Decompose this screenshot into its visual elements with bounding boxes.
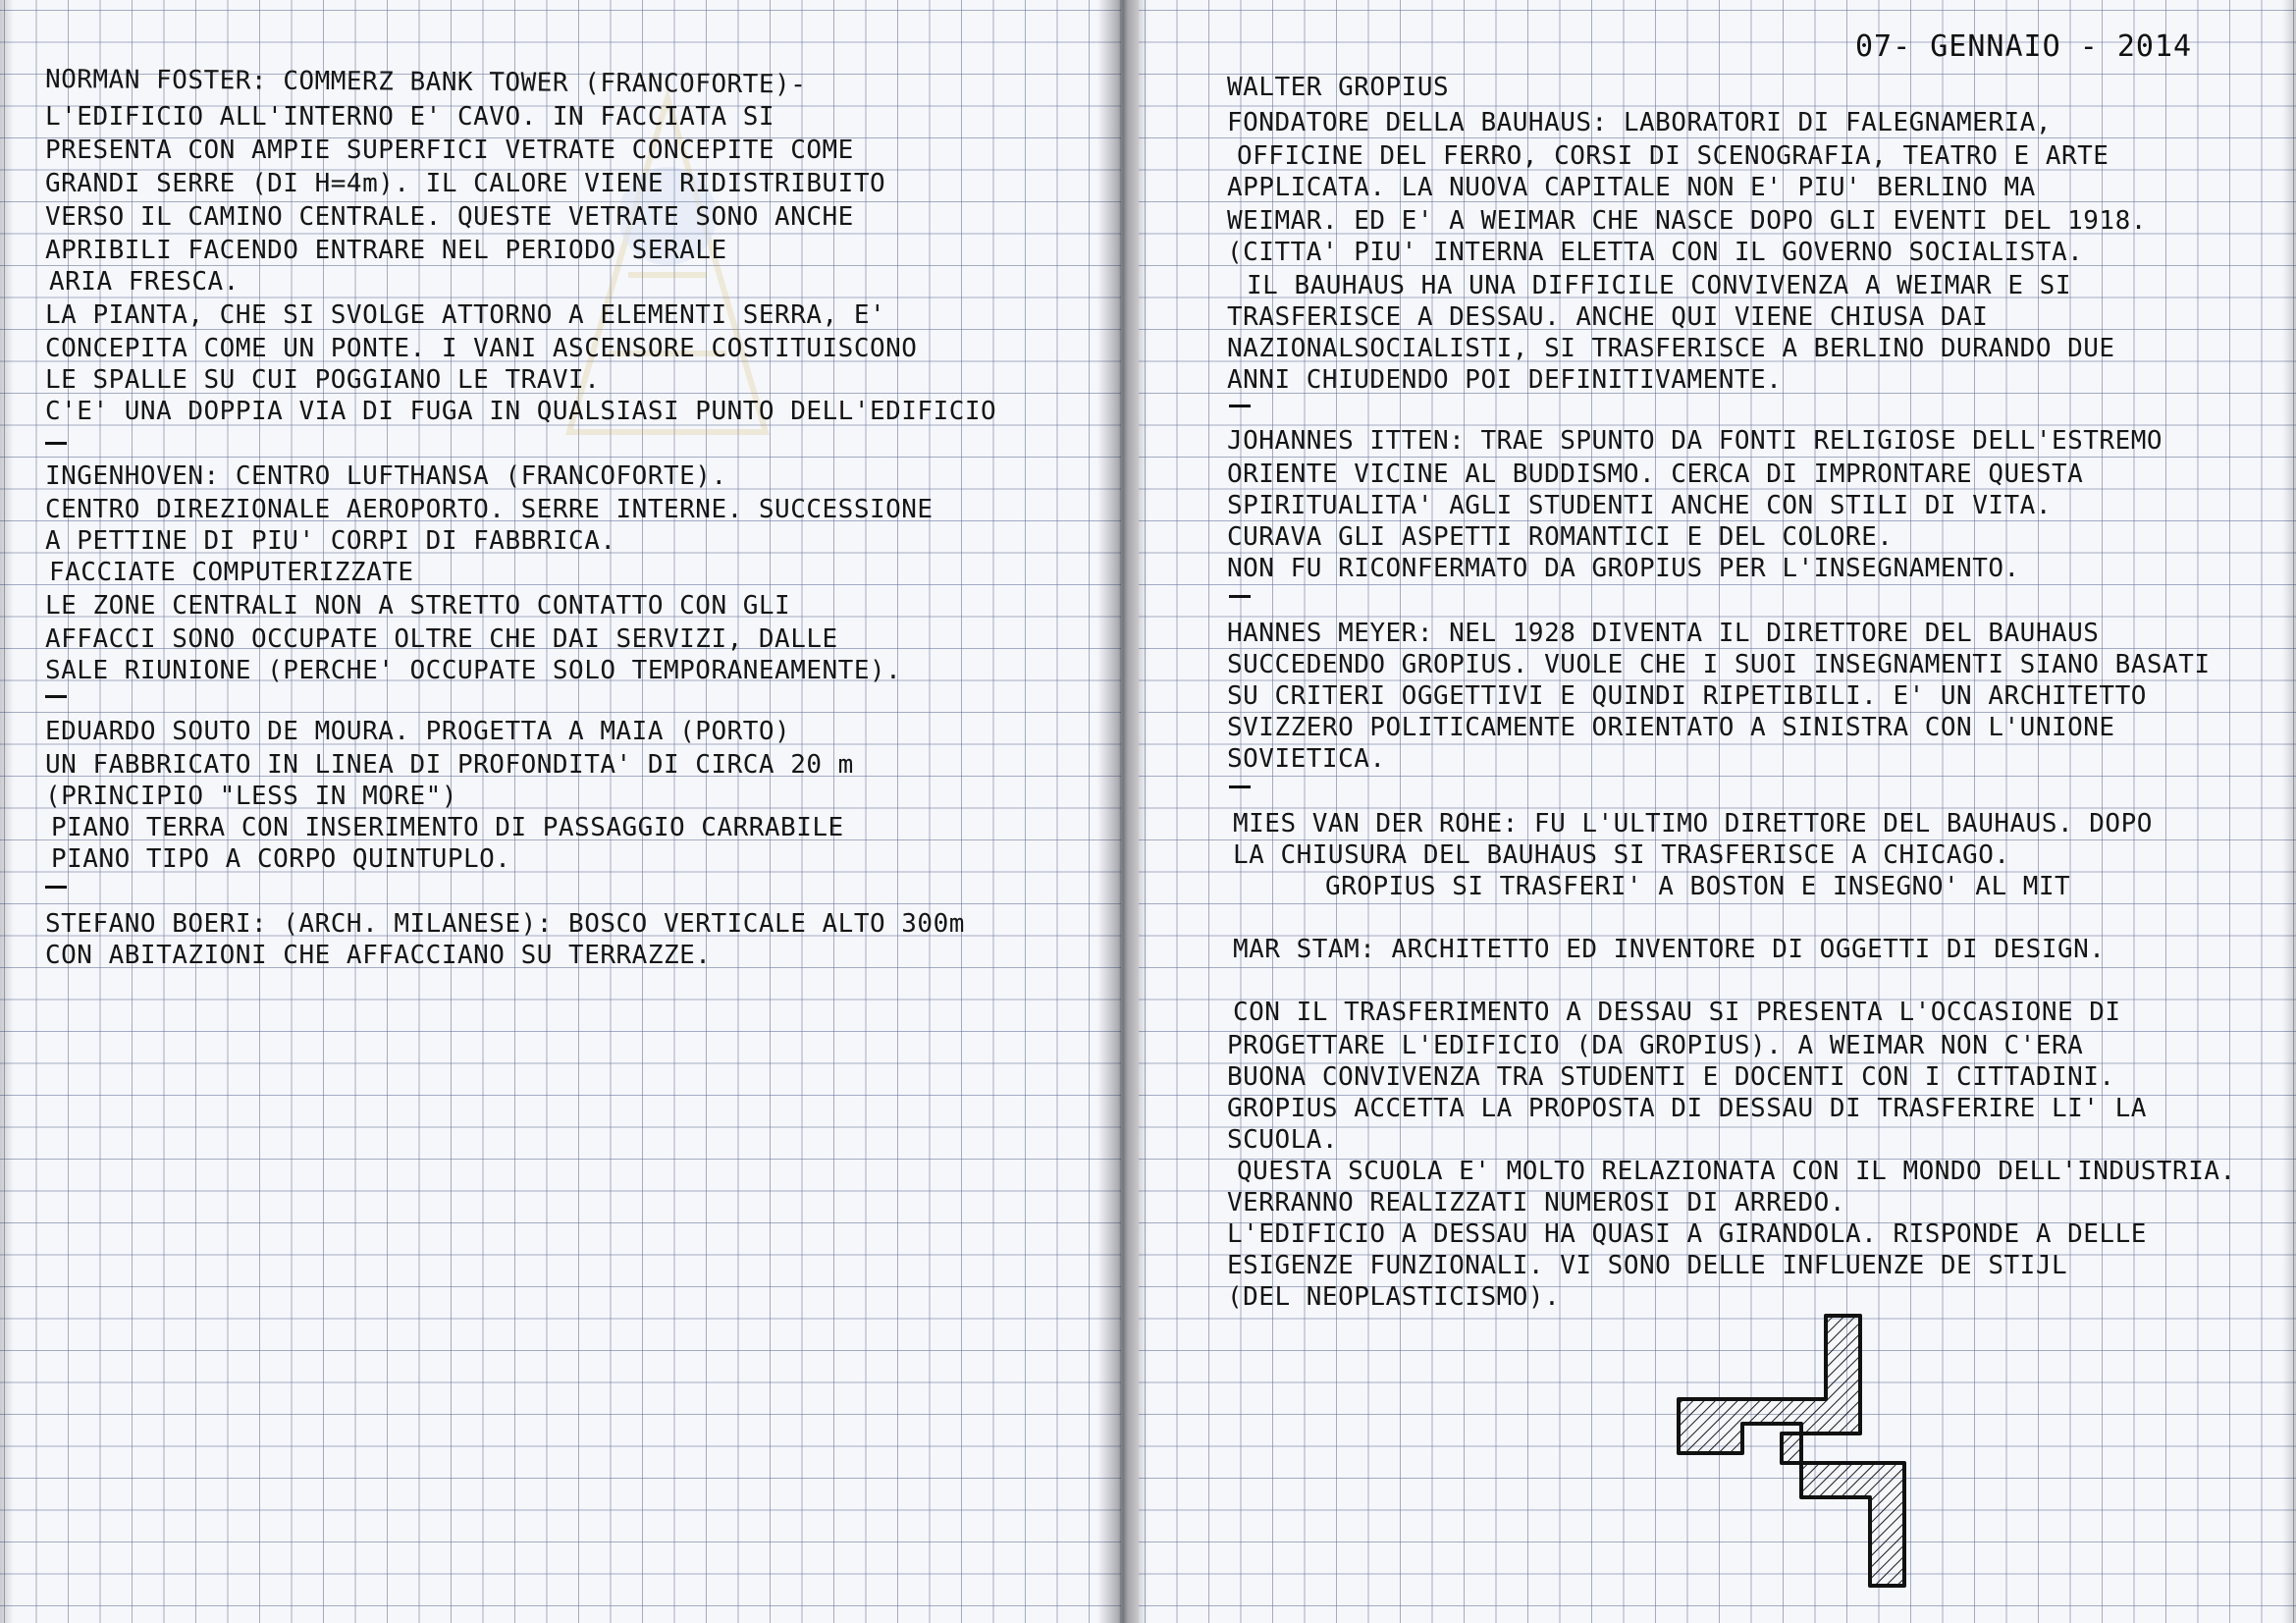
note-line: NAZIONALSOCIALISTI, SI TRASFERISCE A BERLINO DURANDO DUE — [1227, 334, 2115, 363]
note-line: SU CRITERI OGGETTIVI E QUINDI RIPETIBILI. E' UN ARCHITETTO — [1227, 681, 2147, 711]
note-line: MIES VAN DER ROHE: FU L'ULTIMO DIRETTORE DEL BAUHAUS. DOPO — [1233, 809, 2153, 839]
note-line: SOVIETICA. — [1227, 744, 1386, 774]
separator-dash — [1229, 785, 1251, 788]
note-line: INGENHOVEN: CENTRO LUFTHANSA (FRANCOFORTE). — [45, 461, 727, 491]
note-line: SUCCEDENDO GROPIUS. VUOLE CHE I SUOI INSEGNAMENTI SIANO BASATI — [1227, 650, 2211, 679]
note-line: NORMAN FOSTER: COMMERZ BANK TOWER (FRANCOFORTE)- — [44, 65, 807, 100]
note-line: CENTRO DIREZIONALE AEROPORTO. SERRE INTERNE. SUCCESSIONE — [45, 495, 934, 524]
note-line: APPLICATA. LA NUOVA CAPITALE NON E' PIU' BERLINO MA — [1227, 173, 2036, 202]
pinwheel-plan-sketch — [1654, 1306, 1968, 1600]
note-line: LE ZONE CENTRALI NON A STRETTO CONTATTO CON GLI — [45, 591, 791, 621]
note-line: ARIA FRESCA. — [49, 267, 240, 297]
note-line: GROPIUS ACCETTA LA PROPOSTA DI DESSAU DI TRASFERIRE LI' LA — [1227, 1094, 2147, 1123]
separator-dash — [45, 695, 67, 698]
note-line: AFFACCI SONO OCCUPATE OLTRE CHE DAI SERVIZI, DALLE — [45, 624, 838, 654]
note-line: FACCIATE COMPUTERIZZATE — [49, 558, 414, 587]
note-line: MAR STAM: ARCHITETTO ED INVENTORE DI OGGETTI DI DESIGN. — [1233, 935, 2106, 964]
note-line: VERRANNO REALIZZATI NUMEROSI DI ARREDO. — [1227, 1188, 1845, 1217]
note-line: GROPIUS SI TRASFERI' A BOSTON E INSEGNO' AL MIT — [1325, 872, 2071, 901]
separator-dash — [1229, 595, 1251, 598]
note-line: STEFANO BOERI: (ARCH. MILANESE): BOSCO VERTICALE ALTO 300m — [45, 909, 965, 939]
note-line: ANNI CHIUDENDO POI DEFINITIVAMENTE. — [1227, 365, 1783, 395]
note-line: C'E' UNA DOPPIA VIA DI FUGA IN QUALSIASI PUNTO DELL'EDIFICIO — [45, 397, 997, 426]
page-date: 07- GENNAIO - 2014 — [1855, 29, 2193, 64]
note-line: GRANDI SERRE (DI H=4m). IL CALORE VIENE RIDISTRIBUITO — [45, 169, 886, 198]
separator-dash — [1229, 405, 1251, 407]
note-line: BUONA CONVIVENZA TRA STUDENTI E DOCENTI CON I CITTADINI. — [1227, 1062, 2115, 1092]
note-line: ORIENTE VICINE AL BUDDISMO. CERCA DI IMPRONTARE QUESTA — [1227, 460, 2084, 489]
note-line: OFFICINE DEL FERRO, CORSI DI SCENOGRAFIA, TEATRO E ARTE — [1237, 141, 2109, 171]
note-line: (DEL NEOPLASTICISMO). — [1227, 1282, 1561, 1312]
note-line: PRESENTA CON AMPIE SUPERFICI VETRATE CONCEPITE COME — [45, 135, 854, 165]
note-line: PROGETTARE L'EDIFICIO (DA GROPIUS). A WEIMAR NON C'ERA — [1227, 1031, 2084, 1060]
note-line: L'EDIFICIO ALL'INTERNO E' CAVO. IN FACCIATA SI — [45, 102, 775, 132]
note-line: SPIRITUALITA' AGLI STUDENTI ANCHE CON STILI DI VITA. — [1227, 491, 2052, 520]
note-line: APRIBILI FACENDO ENTRARE NEL PERIODO SERALE — [45, 236, 727, 265]
note-line: A PETTINE DI PIU' CORPI DI FABBRICA. — [45, 526, 616, 556]
notebook-gutter — [1097, 0, 1148, 1623]
note-line: (CITTA' PIU' INTERNA ELETTA CON IL GOVERNO SOCIALISTA. — [1227, 238, 2084, 267]
note-line: EDUARDO SOUTO DE MOURA. PROGETTA A MAIA (PORTO) — [45, 717, 791, 746]
note-line: HANNES MEYER: NEL 1928 DIVENTA IL DIRETTORE DEL BAUHAUS — [1227, 619, 2100, 648]
note-line: LA CHIUSURA DEL BAUHAUS SI TRASFERISCE A CHICAGO. — [1233, 840, 2010, 870]
note-line: LA PIANTA, CHE SI SVOLGE ATTORNO A ELEMENTI SERRA, E' — [45, 300, 886, 330]
note-line: FONDATORE DELLA BAUHAUS: LABORATORI DI FALEGNAMERIA, — [1227, 108, 2052, 137]
note-line: LE SPALLE SU CUI POGGIANO LE TRAVI. — [45, 365, 601, 395]
note-line: CON ABITAZIONI CHE AFFACCIANO SU TERRAZZE. — [45, 941, 712, 970]
note-line: IL BAUHAUS HA UNA DIFFICILE CONVIVENZA A WEIMAR E SI — [1247, 271, 2071, 300]
note-line: WALTER GROPIUS — [1227, 73, 1450, 102]
note-line: SVIZZERO POLITICAMENTE ORIENTATO A SINISTRA CON L'UNIONE — [1227, 713, 2115, 742]
note-line: VERSO IL CAMINO CENTRALE. QUESTE VETRATE SONO ANCHE — [45, 202, 854, 232]
note-line: SCUOLA. — [1227, 1125, 1339, 1155]
note-line: PIANO TERRA CON INSERIMENTO DI PASSAGGIO CARRABILE — [51, 813, 844, 842]
note-line: (PRINCIPIO "LESS IN MORE") — [45, 782, 457, 811]
note-line: L'EDIFICIO A DESSAU HA QUASI A GIRANDOLA. RISPONDE A DELLE — [1227, 1219, 2147, 1249]
left-page — [0, 0, 1121, 1623]
separator-dash — [45, 442, 67, 445]
note-line: CONCEPITA COME UN PONTE. I VANI ASCENSORE COSTITUISCONO — [45, 334, 918, 363]
note-line: CURAVA GLI ASPETTI ROMANTICI E DEL COLORE. — [1227, 522, 1894, 552]
note-line: QUESTA SCUOLA E' MOLTO RELAZIONATA CON IL MONDO DELL'INDUSTRIA. — [1237, 1157, 2236, 1186]
note-line: TRASFERISCE A DESSAU. ANCHE QUI VIENE CHIUSA DAI — [1227, 302, 1989, 332]
note-line: WEIMAR. ED E' A WEIMAR CHE NASCE DOPO GLI EVENTI DEL 1918. — [1227, 206, 2147, 236]
note-line: PIANO TIPO A CORPO QUINTUPLO. — [51, 844, 511, 874]
note-line: UN FABBRICATO IN LINEA DI PROFONDITA' DI CIRCA 20 m — [45, 750, 854, 780]
note-line: CON IL TRASFERIMENTO A DESSAU SI PRESENTA L'OCCASIONE DI — [1233, 998, 2121, 1027]
note-line: SALE RIUNIONE (PERCHE' OCCUPATE SOLO TEMPORANEAMENTE). — [45, 656, 902, 685]
separator-dash — [45, 886, 67, 889]
note-line: JOHANNES ITTEN: TRAE SPUNTO DA FONTI RELIGIOSE DELL'ESTREMO — [1227, 426, 2163, 456]
note-line: ESIGENZE FUNZIONALI. VI SONO DELLE INFLUENZE DE STIJL — [1227, 1251, 2068, 1280]
note-line: NON FU RICONFERMATO DA GROPIUS PER L'INSEGNAMENTO. — [1227, 554, 2020, 583]
